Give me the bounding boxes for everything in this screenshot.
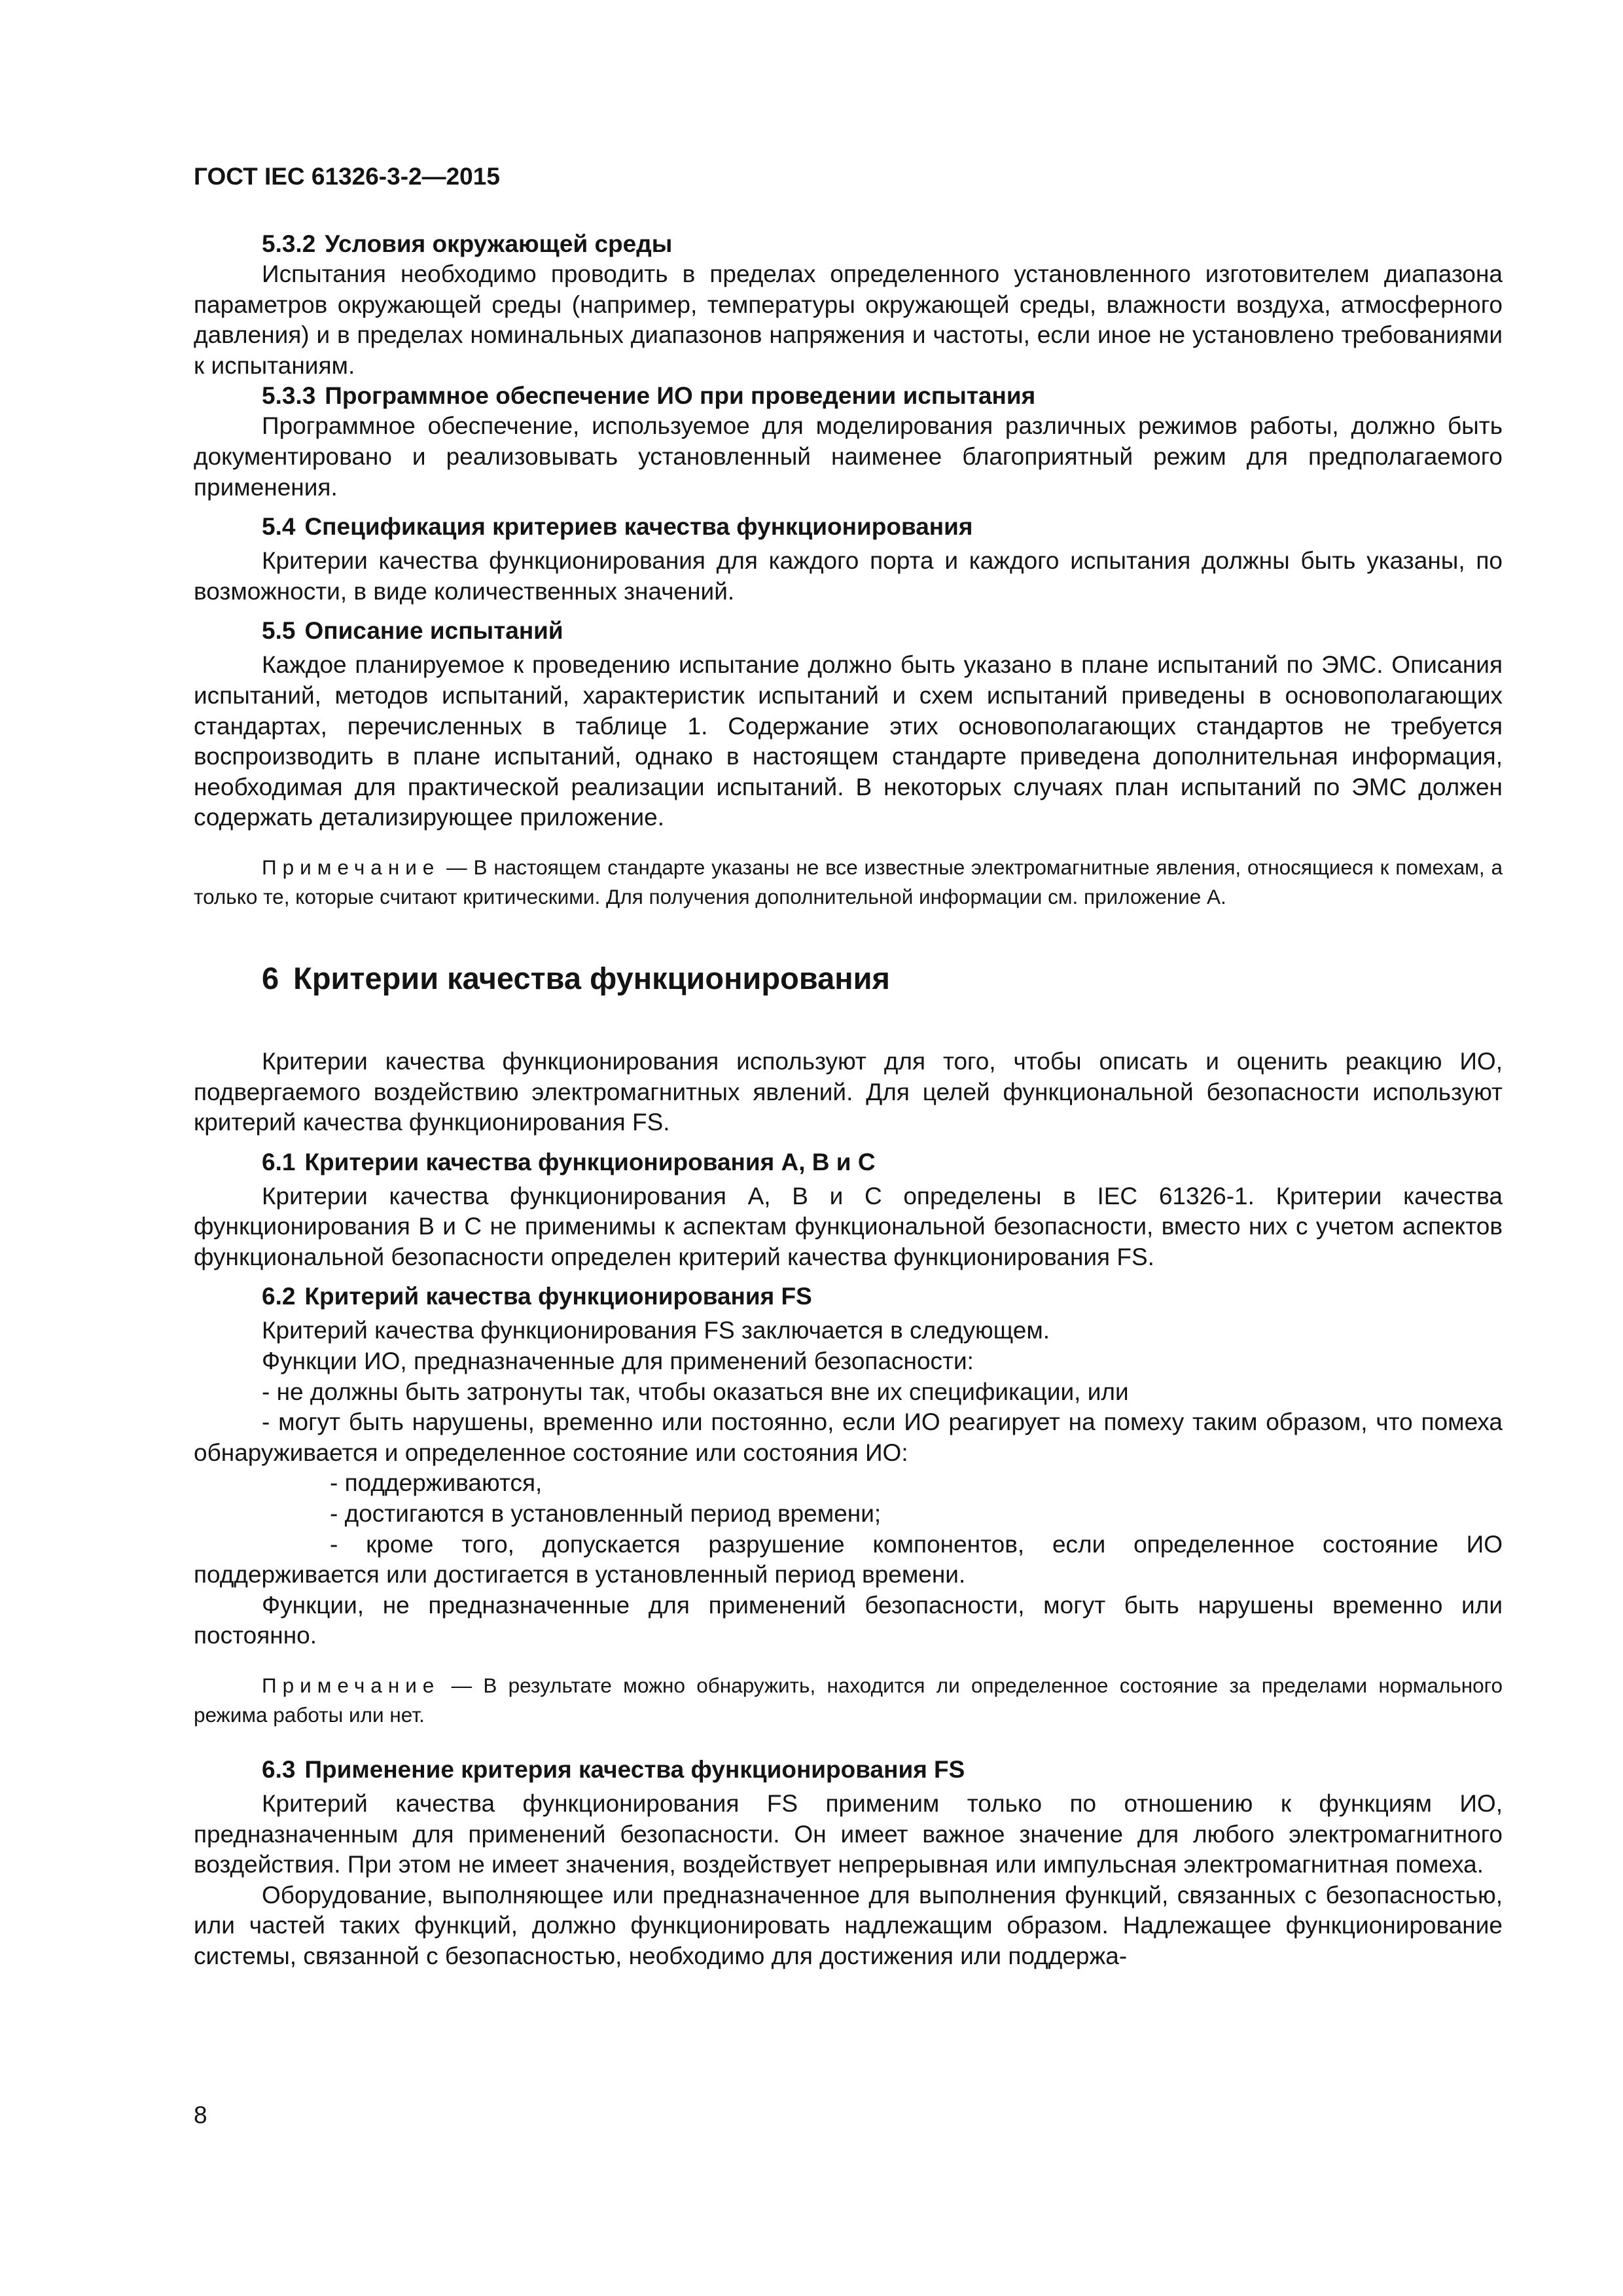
section-number: 6.3 xyxy=(262,1756,296,1783)
section-title: Условия окружающей среды xyxy=(325,230,673,257)
section-number: 5.5 xyxy=(262,617,296,645)
section-5-3-3-heading xyxy=(194,381,1503,411)
section-title: Применение критерия качества функционирования FS xyxy=(304,1756,965,1783)
paragraph: Функции, не предназначенные для применений безопасности, могут быть нарушены временно или постоянно. xyxy=(194,1591,1503,1649)
section-number: 5.3.3 xyxy=(262,382,316,410)
section-6-2-heading xyxy=(194,1282,1503,1312)
sub-list-item: - поддерживаются, xyxy=(330,1469,543,1497)
list-item: - не должны быть затронуты так, чтобы оказаться вне их спецификации, или xyxy=(262,1378,1129,1405)
note-label: Примечание xyxy=(262,855,440,879)
paragraph: Каждое планируемое к проведению испытание должно быть указано в плане испытаний по ЭМС. Описания испытаний, методов испытаний, характеристик испытаний и схем испытаний приведены в основополагающих стандартах, перечисленных в таблице 1. Содержание этих основополагающих стандартов не требуется воспроизводить в плане испытаний, однако в настоящем стандарте приведена дополнительная информация, необходимая для практической реализации испытаний. В некоторых случаях план испытаний по ЭМС должен содержать детализирующее приложение. xyxy=(194,651,1503,831)
note xyxy=(194,853,1503,912)
section-5-5-heading xyxy=(194,616,1503,646)
section-number: 6.1 xyxy=(262,1148,296,1175)
standard-designation: ГОСТ IEC 61326-3-2—2015 xyxy=(194,163,500,190)
paragraph: Критерий качества функционирования FS заключается в следующем. xyxy=(262,1317,1050,1344)
section-title: Критерии качества функционирования А, В и С xyxy=(304,1148,876,1175)
section-5-4-heading xyxy=(194,512,1503,542)
section-title: Описание испытаний xyxy=(304,617,563,645)
section-5-3-2-heading xyxy=(194,229,1503,259)
section-number: 6 xyxy=(262,960,279,996)
sub-list-item: - кроме того, допускается разрушение компонентов, если определенное состояние ИО поддерживается или достигается в установленный период времени. xyxy=(194,1530,1503,1588)
section-title: Спецификация критериев качества функционирования xyxy=(304,513,973,541)
paragraph: Критерии качества функционирования используют для того, чтобы описать и оценить реакцию ИО, подвергаемого воздействию электромагнитных явлений. Для целей функциональной безопасности используют критерий качества функционирования FS. xyxy=(194,1047,1503,1136)
paragraph: Критерии качества функционирования А, В и С определены в IEC 61326-1. Критерии качества функционирования В и С не применимы к аспектам функциональной безопасности, вместо них с учетом аспектов функциональной безопасности определен критерий качества функционирования FS. xyxy=(194,1182,1503,1270)
section-title: Критерии качества функционирования xyxy=(293,960,890,996)
note-text: — В настоящем стандарте указаны не все известные электромагнитные явления, относящиеся к помехам, а только те, которые считают критическими. Для получения дополнительной информации см. приложение А. xyxy=(194,855,1503,908)
section-6-1-heading xyxy=(194,1147,1503,1177)
paragraph: Функции ИО, предназначенные для применений безопасности: xyxy=(262,1348,974,1375)
document-page xyxy=(194,162,1503,2257)
section-number: 5.3.2 xyxy=(262,230,316,257)
note-text: — В результате можно обнаружить, находится ли определенное состояние за пределами нормального режима работы или нет. xyxy=(194,1674,1503,1727)
section-6-heading xyxy=(194,960,1503,997)
section-number: 6.2 xyxy=(262,1283,296,1310)
note-label: Примечание xyxy=(262,1674,440,1697)
paragraph: Программное обеспечение, используемое для моделирования различных режимов работы, должно быть документировано и реализовывать установленный наименее благоприятный режим для предполагаемого применения. xyxy=(194,412,1503,501)
section-6-3-heading xyxy=(194,1755,1503,1785)
section-title: Критерий качества функционирования FS xyxy=(304,1283,812,1310)
paragraph: Оборудование, выполняющее или предназначенное для выполнения функций, связанных с безопасностью, или частей таких функций, должно функционировать надлежащим образом. Надлежащее функционирование системы, связанной с безопасностью, необходимо для достижения или поддержа- xyxy=(194,1881,1503,1969)
note xyxy=(194,1671,1503,1730)
list-item: - могут быть нарушены, временно или постоянно, если ИО реагирует на помеху таким образом, что помеха обнаруживается и определенное состояние или состояния ИО: xyxy=(194,1408,1503,1466)
paragraph: Критерии качества функционирования для каждого порта и каждого испытания должны быть указаны, по возможности, в виде количественных значений. xyxy=(194,547,1503,605)
sub-list-item: - достигаются в установленный период времени; xyxy=(330,1500,882,1528)
paragraph: Испытания необходимо проводить в пределах определенного установленного изготовителем диапазона параметров окружающей среды (например, температуры окружающей среды, влажности воздуха, атмосферного давления) и в пределах номинальных диапазонов напряжения и частоты, если иное не установлено требованиями к испытаниям. xyxy=(194,260,1503,379)
section-title: Программное обеспечение ИО при проведении испытания xyxy=(325,382,1036,410)
paragraph: Критерий качества функционирования FS применим только по отношению к функциям ИО, предназначенным для применений безопасности. Он имеет важное значение для любого электромагнитного воздействия. При этом не имеет значения, воздействует непрерывная или импульсная электромагнитная помеха. xyxy=(194,1790,1503,1878)
page-number: 8 xyxy=(194,2102,207,2128)
section-number: 5.4 xyxy=(262,513,296,541)
